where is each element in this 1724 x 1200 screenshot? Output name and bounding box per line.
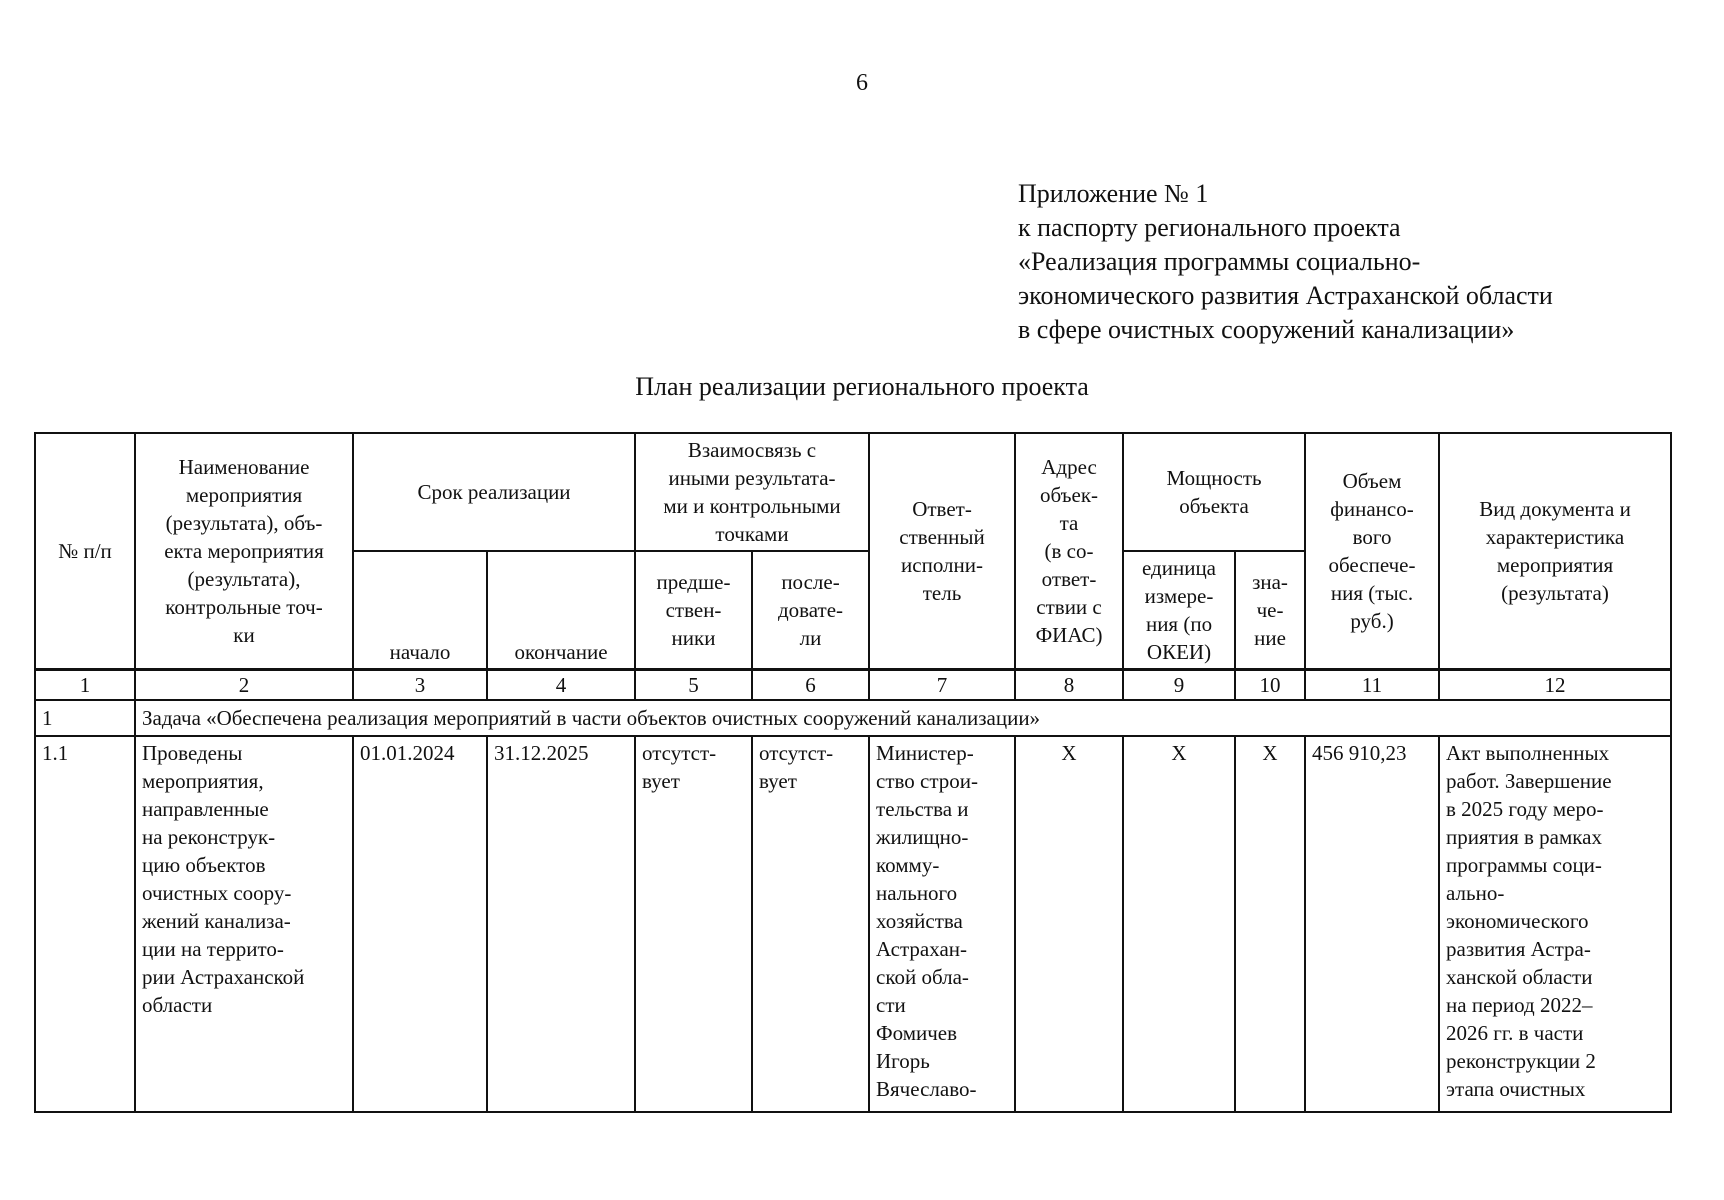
column-number: 8 [1015, 670, 1123, 701]
header-term-end: окончание [487, 551, 635, 670]
text-line: на период 2022– [1446, 993, 1593, 1017]
text-line: на реконструк- [142, 825, 276, 849]
task-text: Задача «Обеспечена реализация мероприятий в части объектов очистных сооружений канализации» [135, 700, 1671, 736]
row-predecessors [635, 736, 752, 1112]
text-line: ально- [1446, 881, 1505, 905]
text-line: иными результата- [668, 466, 836, 490]
text-line: экономического [1446, 909, 1589, 933]
column-number: 3 [353, 670, 487, 701]
text-line: Наименование [178, 455, 310, 479]
text-line: та [1059, 511, 1079, 535]
text-line: отсутст- [759, 741, 834, 765]
text-line: работ. Завершение [1446, 769, 1612, 793]
appendix-line: в сфере очистных сооружений канализации» [1018, 315, 1515, 344]
text-line: Министер- [876, 741, 974, 765]
column-number: 6 [752, 670, 869, 701]
text-line: развития Астра- [1446, 937, 1591, 961]
text-line: цию объектов [142, 853, 266, 877]
column-number-row [35, 670, 1671, 701]
text-line: ствии с [1036, 595, 1102, 619]
column-number: 9 [1123, 670, 1235, 701]
header-responsible [869, 433, 1015, 670]
header-predecessors [635, 551, 752, 670]
text-line: ствен- [665, 598, 722, 622]
row-address: X [1015, 736, 1123, 1112]
text-line: этапа очистных [1446, 1077, 1586, 1101]
appendix-line: Приложение № 1 [1018, 179, 1209, 208]
text-line: отсутст- [642, 741, 717, 765]
text-line: ответ- [1041, 567, 1097, 591]
text-line: реконструкции 2 [1446, 1049, 1596, 1073]
text-line: Фомичев [876, 1021, 958, 1045]
text-line: ской обла- [876, 965, 969, 989]
text-line: ки [233, 623, 255, 647]
text-line: Мощность [1166, 466, 1262, 490]
header-unit [1123, 551, 1235, 670]
text-line: Проведены [142, 741, 243, 765]
text-line: области [142, 993, 213, 1017]
text-line: направленные [142, 797, 269, 821]
header-term: Срок реализации [353, 433, 635, 551]
appendix-line: «Реализация программы социально- [1018, 247, 1421, 276]
text-line: точками [715, 522, 789, 546]
text-line: Акт выполненных [1446, 741, 1610, 765]
column-number: 1 [35, 670, 135, 701]
text-line: довате- [777, 598, 844, 622]
text-line: ния (по [1145, 612, 1213, 636]
text-line: в 2025 году меро- [1446, 797, 1604, 821]
text-line: че- [1256, 598, 1284, 622]
column-number: 12 [1439, 670, 1671, 701]
table-row [35, 736, 1671, 1112]
text-line: мероприятия, [142, 769, 264, 793]
header-name [135, 433, 353, 670]
column-number: 4 [487, 670, 635, 701]
row-end-date: 31.12.2025 [487, 736, 635, 1112]
row-successors [752, 736, 869, 1112]
text-line: программы соци- [1446, 853, 1602, 877]
row-document [1439, 736, 1671, 1112]
page-number: 6 [856, 70, 868, 96]
text-line: финансо- [1330, 497, 1414, 521]
plan-table [34, 432, 1672, 1113]
text-line: нального [876, 881, 958, 905]
text-line: измере- [1144, 584, 1214, 608]
text-line: зна- [1252, 570, 1288, 594]
text-line: единица [1142, 556, 1217, 580]
text-line: ние [1254, 626, 1286, 650]
text-line: (результата), объ- [165, 511, 323, 535]
header-num: № п/п [35, 433, 135, 670]
text-line: Игорь [876, 1049, 930, 1073]
header-address [1015, 433, 1123, 670]
task-row [35, 700, 1671, 736]
text-line: после- [781, 570, 840, 594]
text-line: Адрес [1041, 455, 1097, 479]
text-line: комму- [876, 853, 940, 877]
row-responsible [869, 736, 1015, 1112]
text-line: ФИАС) [1035, 623, 1103, 647]
text-line: (в со- [1044, 539, 1094, 563]
text-line: жений канализа- [142, 909, 291, 933]
text-line: ственный [899, 525, 985, 549]
text-line: Взаимосвязь с [687, 438, 817, 462]
appendix-line: к паспорту регионального проекта [1018, 213, 1401, 242]
row-value: X [1235, 736, 1305, 1112]
text-line: тель [922, 581, 962, 605]
text-line: Вячеславо- [876, 1077, 977, 1101]
text-line: объек- [1039, 483, 1099, 507]
appendix-line: экономического развития Астраханской области [1018, 281, 1553, 310]
text-line: предше- [656, 570, 731, 594]
column-number: 2 [135, 670, 353, 701]
text-line: характеристика [1485, 525, 1625, 549]
text-line: екта мероприятия [164, 539, 324, 563]
row-name [135, 736, 353, 1112]
appendix-caption [1018, 177, 1553, 347]
text-line: (результата) [1501, 581, 1609, 605]
column-number: 10 [1235, 670, 1305, 701]
document-title: План реализации регионального проекта [635, 372, 1089, 401]
header-funding [1305, 433, 1439, 670]
header-document [1439, 433, 1671, 670]
text-line: (результата), [187, 567, 301, 591]
row-num: 1.1 [35, 736, 135, 1112]
text-line: вого [1352, 525, 1392, 549]
row-funding: 456 910,23 [1305, 736, 1439, 1112]
text-line: сти [876, 993, 906, 1017]
text-line: руб.) [1350, 609, 1394, 633]
column-number: 7 [869, 670, 1015, 701]
header-relation [635, 433, 869, 551]
header-capacity [1123, 433, 1305, 551]
column-number: 5 [635, 670, 752, 701]
text-line: ники [671, 626, 716, 650]
text-line: обеспече- [1328, 553, 1416, 577]
text-line: приятия в рамках [1446, 825, 1602, 849]
column-number: 11 [1305, 670, 1439, 701]
text-line: Ответ- [912, 497, 972, 521]
task-num: 1 [35, 700, 135, 736]
text-line: Объем [1342, 469, 1402, 493]
header-value [1235, 551, 1305, 670]
text-line: ми и контрольными [663, 494, 841, 518]
text-line: ханской области [1446, 965, 1593, 989]
text-line: 2026 гг. в части [1446, 1021, 1584, 1045]
text-line: мероприятия [185, 483, 303, 507]
text-line: ния (тыс. [1330, 581, 1414, 605]
text-line: ции на террито- [142, 937, 284, 961]
header-term-start: начало [353, 551, 487, 670]
text-line: Вид документа и [1479, 497, 1631, 521]
header-successors [752, 551, 869, 670]
text-line: ОКЕИ) [1146, 640, 1212, 664]
text-line: тельства и [876, 797, 969, 821]
text-line: ли [799, 626, 822, 650]
text-line: исполни- [901, 553, 983, 577]
text-line: ство строи- [876, 769, 979, 793]
text-line: контрольные точ- [165, 595, 323, 619]
text-line: вует [759, 769, 797, 793]
text-line: жилищно- [876, 825, 969, 849]
text-line: Астрахан- [876, 937, 968, 961]
text-line: хозяйства [876, 909, 963, 933]
row-start-date: 01.01.2024 [353, 736, 487, 1112]
text-line: мероприятия [1496, 553, 1614, 577]
text-line: очистных соору- [142, 881, 292, 905]
row-unit: X [1123, 736, 1235, 1112]
text-line: объекта [1179, 494, 1249, 518]
text-line: вует [642, 769, 680, 793]
text-line: рии Астраханской [142, 965, 305, 989]
